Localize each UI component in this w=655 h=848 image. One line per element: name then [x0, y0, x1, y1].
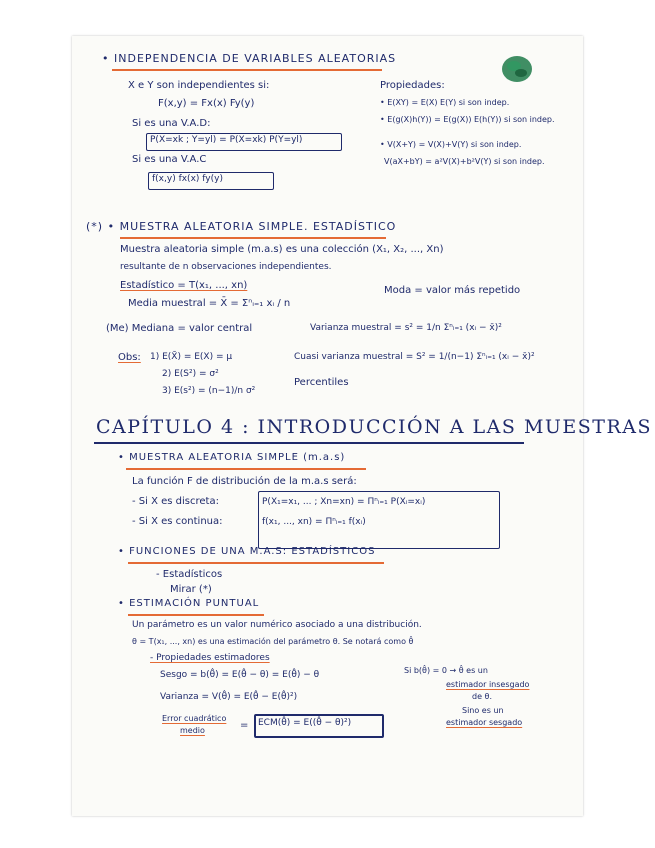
section3-title: • MUESTRA ALEATORIA SIMPLE (m.a.s): [118, 452, 346, 463]
varianza-estimador: Varianza = V(θ̂) = E(θ̂ − E(θ̂)²): [160, 692, 298, 702]
props-title: Propiedades:: [380, 80, 445, 91]
section5-underline: [128, 614, 264, 616]
indep-definition: X e Y son independientes si:: [128, 80, 270, 91]
vac-formula: f(x,y) fx(x) fy(y): [152, 174, 223, 184]
note-5: estimador sesgado: [446, 718, 523, 727]
obs-1: 1) E(X̄) = E(X) = μ: [150, 352, 233, 362]
section1-underline: [112, 69, 382, 71]
sesgo: Sesgo = b(θ̂) = E(θ̂ − θ) = E(θ̂) − θ: [160, 670, 320, 680]
vad-formula: P(X=xk ; Y=yl) = P(X=xk) P(Y=yl): [150, 135, 303, 145]
varianza-muestral: Varianza muestral = s² = 1/n Σⁿᵢ₌₁ (xᵢ − x̄)²: [310, 323, 502, 333]
ecm-label-1: Error cuadrático: [162, 714, 227, 723]
continua-formula: f(x₁, ..., xn) = Πⁿᵢ₌₁ f(xᵢ): [262, 517, 366, 527]
section4-title: • FUNCIONES DE UNA M.A.S: ESTADÍSTICOS: [118, 546, 376, 557]
continua-label: - Si X es continua:: [132, 516, 223, 527]
ecm-equals: =: [240, 720, 249, 731]
section5-title-text: ESTIMACIÓN PUNTUAL: [129, 598, 260, 609]
percentiles: Percentiles: [294, 377, 349, 388]
prop-1: • E(XY) = E(X) E(Y) si son indep.: [380, 98, 510, 107]
mediana: (Me) Mediana = valor central: [106, 323, 253, 334]
ecm-formula: ECM(θ̂) = E((θ̂ − θ)²): [258, 718, 352, 728]
section3-intro: La función F de distribución de la m.a.s será:: [132, 476, 357, 487]
note-3: de θ.: [472, 692, 492, 701]
chapter-title: CAPÍTULO 4 : INTRODUCCIÓN A LAS MUESTRAS: [96, 416, 653, 438]
section4-item2: Mirar (*): [170, 584, 212, 595]
section2-marker: (*): [86, 220, 104, 233]
section5-title: • ESTIMACIÓN PUNTUAL: [118, 598, 260, 609]
mas-definition-2: resultante de n observaciones independientes.: [120, 262, 332, 272]
green-stamp-icon: [500, 52, 534, 86]
note-4: Sino es un: [462, 706, 504, 715]
media-muestral: Media muestral = X̄ = Σⁿᵢ₌₁ xᵢ / n: [128, 298, 291, 309]
prop-4: V(aX+bY) = a²V(X)+b²V(Y) si son indep.: [384, 157, 545, 166]
section4-title-text: FUNCIONES DE UNA M.A.S: ESTADÍSTICOS: [129, 546, 376, 557]
section2-title: (*) • MUESTRA ALEATORIA SIMPLE. ESTADÍSTICO: [86, 220, 397, 233]
section2-underline: [120, 237, 386, 239]
note-2: estimador insesgado: [446, 680, 530, 689]
prop-2: • E(g(X)h(Y)) = E(g(X)) E(h(Y)) si son indep.: [380, 115, 555, 124]
discreta-label: - Si X es discreta:: [132, 496, 219, 507]
section1-title: • INDEPENDENCIA DE VARIABLES ALEATORIAS: [102, 52, 397, 65]
vad-label: Si es una V.A.D:: [132, 118, 211, 129]
section2-title-text: MUESTRA ALEATORIA SIMPLE. ESTADÍSTICO: [119, 220, 397, 233]
parametro-def: Un parámetro es un valor numérico asociado a una distribución.: [132, 620, 422, 630]
obs-label: Obs:: [118, 352, 141, 363]
obs-3: 3) E(s²) = (n−1)/n σ²: [162, 386, 256, 396]
moda: Moda = valor más repetido: [384, 285, 521, 296]
notebook-page: [72, 36, 653, 816]
section3-underline: [126, 468, 366, 470]
estimacion-def: θ = T(x₁, ..., xn) es una estimación del parámetro θ. Se notará como θ̂: [132, 637, 414, 646]
chapter-underline: [94, 442, 524, 444]
ecm-label-2: medio: [180, 726, 205, 735]
mas-definition-1: Muestra aleatoria simple (m.a.s) es una colección (X₁, X₂, ..., Xn): [120, 244, 444, 255]
note-1: Si b(θ̂) = 0 → θ̂ es un: [404, 666, 488, 675]
propiedades-estimadores: - Propiedades estimadores: [150, 653, 270, 663]
section4-underline: [128, 562, 384, 564]
section4-item1: - Estadísticos: [156, 569, 223, 580]
section1-title-text: INDEPENDENCIA DE VARIABLES ALEATORIAS: [114, 52, 397, 65]
estadistico-def: Estadístico = T(x₁, ..., xn): [120, 280, 248, 291]
discreta-formula: P(X₁=x₁, ... ; Xn=xn) = Πⁿᵢ₌₁ P(Xᵢ=xᵢ): [262, 497, 426, 507]
prop-3: • V(X+Y) = V(X)+V(Y) si son indep.: [380, 140, 522, 149]
obs-2: 2) E(S²) = σ²: [162, 369, 219, 379]
section3-title-text: MUESTRA ALEATORIA SIMPLE (m.a.s): [129, 452, 346, 463]
cuasi-varianza: Cuasi varianza muestral = S² = 1/(n−1) Σⁿᵢ₌₁ (xᵢ − x̄)²: [294, 352, 535, 362]
indep-cdf: F(x,y) = Fx(x) Fy(y): [158, 98, 255, 109]
vac-label: Si es una V.A.C: [132, 154, 207, 165]
